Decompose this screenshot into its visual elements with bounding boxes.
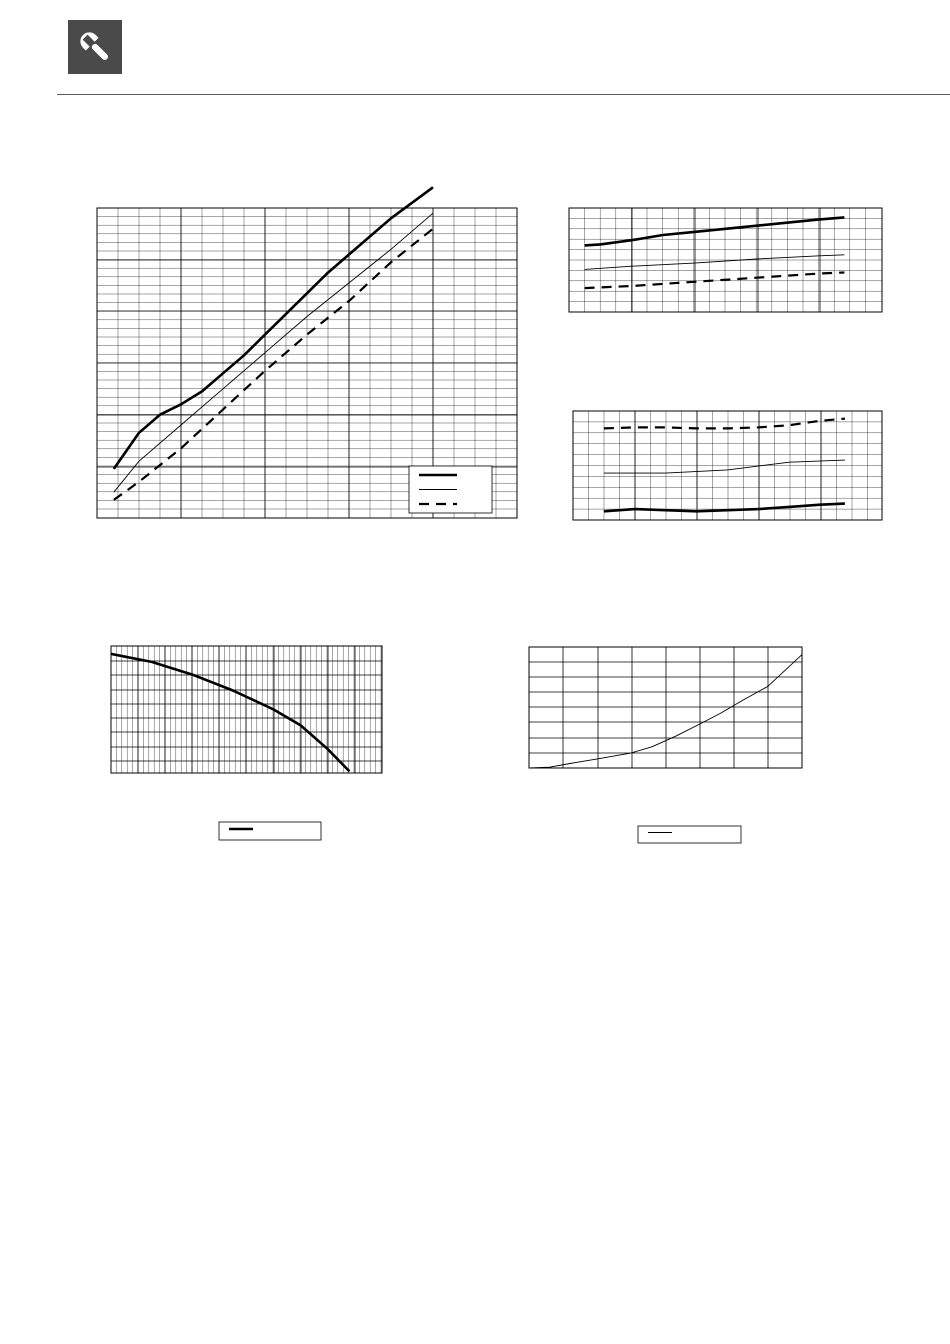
chart-2 xyxy=(569,208,882,312)
legend-box xyxy=(638,826,741,843)
series-1-line xyxy=(585,217,845,245)
plot-frame xyxy=(111,646,382,773)
series-1-line xyxy=(111,654,350,772)
series-1-line xyxy=(114,187,433,469)
chart-4 xyxy=(111,646,382,840)
legend-box xyxy=(219,822,321,840)
series-2-line xyxy=(114,213,433,492)
series-2-line xyxy=(604,460,845,473)
chart-3 xyxy=(573,411,882,520)
chart-1 xyxy=(97,187,517,518)
series-1-line xyxy=(529,655,802,768)
series-2-line xyxy=(585,255,845,270)
series-3-line xyxy=(585,273,845,289)
series-3-line xyxy=(114,229,433,500)
chart-5 xyxy=(529,647,802,843)
plot-frame xyxy=(529,647,802,768)
series-1-line xyxy=(604,504,845,512)
series-3-line xyxy=(604,419,845,429)
